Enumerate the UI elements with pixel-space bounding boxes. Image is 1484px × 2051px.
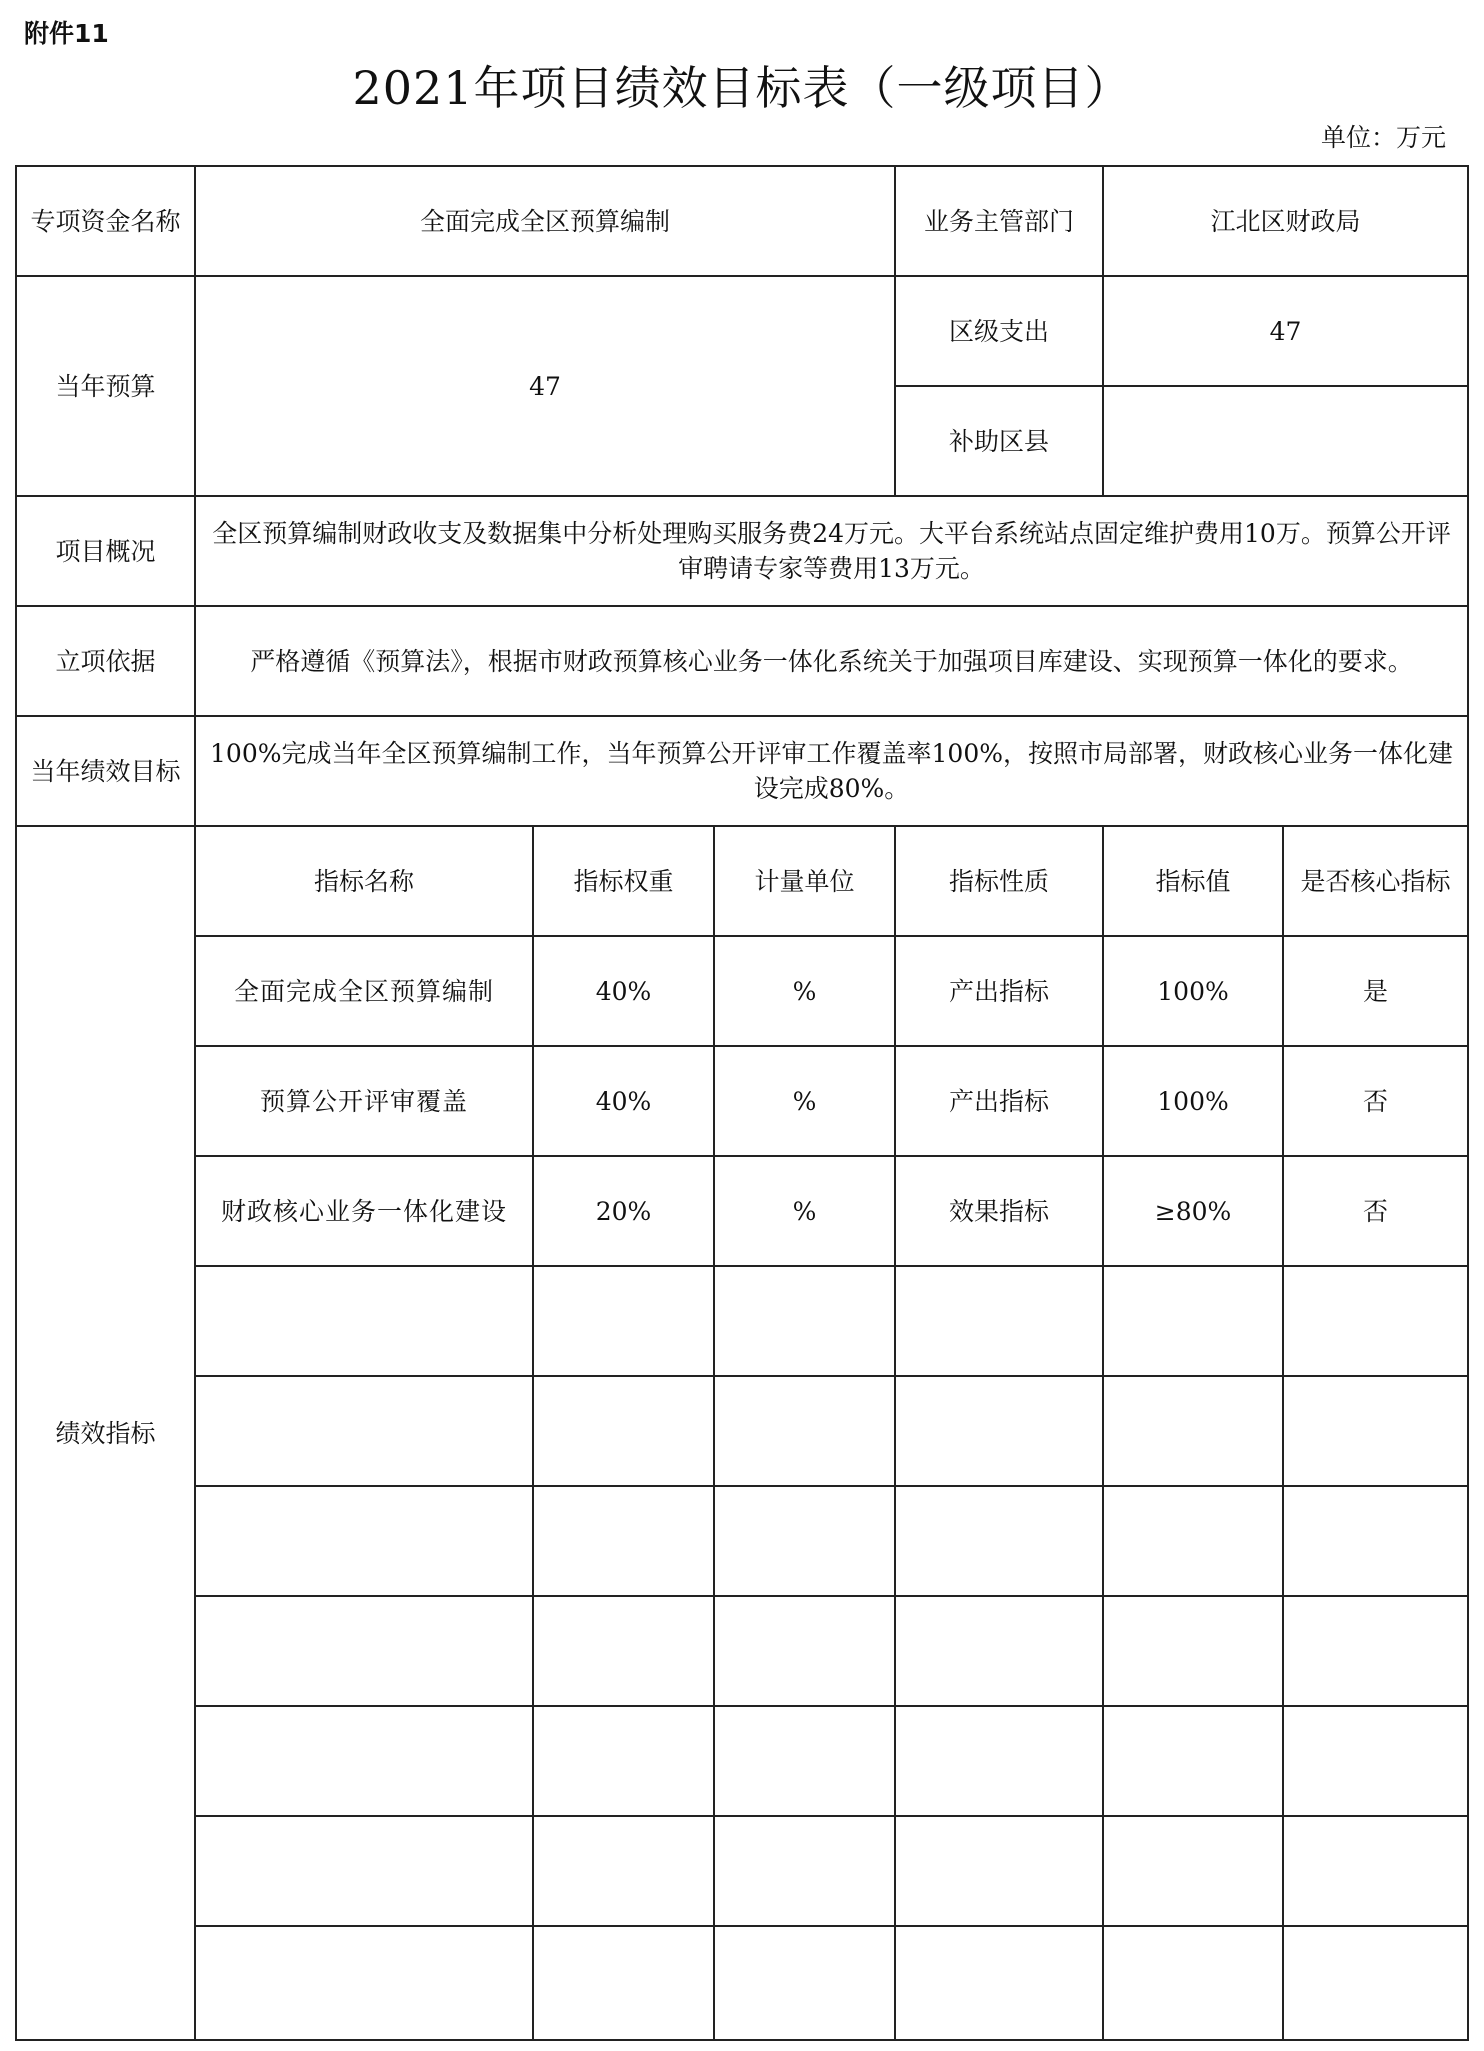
indicator-value: [1103, 1376, 1283, 1486]
table-row: [16, 1156, 1468, 1266]
indicator-value: 100%: [1103, 936, 1283, 1046]
indicator-value: [1103, 1596, 1283, 1706]
table-row: [16, 1376, 1468, 1486]
dept-value: 江北区财政局: [1103, 166, 1468, 276]
indicator-nature: 产出指标: [895, 1046, 1103, 1156]
indicator-core: 否: [1283, 1156, 1468, 1266]
indicator-unit: [714, 1706, 895, 1816]
indicator-core: [1283, 1266, 1468, 1376]
dept-label: 业务主管部门: [895, 166, 1103, 276]
budget-row-1: [16, 276, 1468, 386]
indicator-name: 预算公开评审覆盖: [195, 1046, 533, 1156]
goal-label: 当年绩效目标: [16, 716, 195, 826]
overview-row: [16, 496, 1468, 606]
indicator-value: [1103, 1926, 1283, 2040]
fund-row: [16, 166, 1468, 276]
indicator-value: [1103, 1266, 1283, 1376]
basis-label: 立项依据: [16, 606, 195, 716]
unit-note: 单位：万元: [1320, 123, 1446, 152]
indicator-unit: %: [714, 1156, 895, 1266]
table-row: [16, 1596, 1468, 1706]
indicator-weight: 40%: [533, 936, 714, 1046]
indicator-core: [1283, 1706, 1468, 1816]
indicator-weight: 20%: [533, 1156, 714, 1266]
budget-value: 47: [195, 276, 895, 496]
indicator-weight: [533, 1596, 714, 1706]
overview-value: 全区预算编制财政收支及数据集中分析处理购买服务费24万元。大平台系统站点固定维护费用10万。预算公开评审聘请专家等费用13万元。: [195, 496, 1468, 606]
indicator-weight: [533, 1266, 714, 1376]
table-row: [16, 1816, 1468, 1926]
basis-row: [16, 606, 1468, 716]
indicator-nature: [895, 1706, 1103, 1816]
fund-name-label: 专项资金名称: [16, 166, 195, 276]
indicator-value: [1103, 1486, 1283, 1596]
attachment-label: 附件11: [24, 19, 109, 48]
indicator-value: 100%: [1103, 1046, 1283, 1156]
indicator-weight: [533, 1486, 714, 1596]
header-value: 指标值: [1103, 826, 1283, 936]
indicator-nature: 效果指标: [895, 1156, 1103, 1266]
indicator-core: 否: [1283, 1046, 1468, 1156]
indicator-weight: 40%: [533, 1046, 714, 1156]
indicator-value: ≥80%: [1103, 1156, 1283, 1266]
header-indicator-name: 指标名称: [195, 826, 533, 936]
indicator-weight: [533, 1376, 714, 1486]
indicator-core: [1283, 1596, 1468, 1706]
indicator-nature: [895, 1376, 1103, 1486]
page-title: 2021年项目绩效目标表（一级项目）: [352, 61, 1132, 115]
indicator-unit: [714, 1816, 895, 1926]
indicator-name: [195, 1376, 533, 1486]
header-core: 是否核心指标: [1283, 826, 1468, 936]
indicator-weight: [533, 1816, 714, 1926]
district-expense-label: 区级支出: [895, 276, 1103, 386]
indicator-nature: [895, 1596, 1103, 1706]
indicator-core: [1283, 1816, 1468, 1926]
indicator-nature: [895, 1816, 1103, 1926]
budget-label: 当年预算: [16, 276, 195, 496]
indicator-weight: [533, 1926, 714, 2040]
basis-value: 严格遵循《预算法》，根据市财政预算核心业务一体化系统关于加强项目库建设、实现预算一体化的要求。: [195, 606, 1468, 716]
indicator-weight: [533, 1706, 714, 1816]
fund-name-value: 全面完成全区预算编制: [195, 166, 895, 276]
header-weight: 指标权重: [533, 826, 714, 936]
indicator-core: [1283, 1486, 1468, 1596]
indicator-nature: 产出指标: [895, 936, 1103, 1046]
goal-value: 100%完成当年全区预算编制工作，当年预算公开评审工作覆盖率100%，按照市局部署，财政核心业务一体化建设完成80%。: [195, 716, 1468, 826]
performance-target-table: [15, 165, 1469, 2041]
indicator-unit: [714, 1926, 895, 2040]
indicator-unit: [714, 1486, 895, 1596]
table-row: [16, 1486, 1468, 1596]
indicator-header-row: [16, 826, 1468, 936]
table-row: [16, 1706, 1468, 1816]
indicator-name: [195, 1266, 533, 1376]
indicator-name: [195, 1816, 533, 1926]
indicator-unit: %: [714, 936, 895, 1046]
indicator-name: [195, 1486, 533, 1596]
indicator-name: [195, 1596, 533, 1706]
indicators-label: 绩效指标: [16, 826, 195, 2040]
indicator-nature: [895, 1266, 1103, 1376]
header-nature: 指标性质: [895, 826, 1103, 936]
indicator-core: 是: [1283, 936, 1468, 1046]
indicator-unit: [714, 1266, 895, 1376]
goal-row: [16, 716, 1468, 826]
indicator-name: 财政核心业务一体化建设: [195, 1156, 533, 1266]
header-unit: 计量单位: [714, 826, 895, 936]
indicator-name: [195, 1926, 533, 2040]
indicator-core: [1283, 1926, 1468, 2040]
indicator-nature: [895, 1926, 1103, 2040]
indicator-unit: [714, 1596, 895, 1706]
indicator-value: [1103, 1816, 1283, 1926]
subsidy-label: 补助区县: [895, 386, 1103, 496]
overview-label: 项目概况: [16, 496, 195, 606]
indicator-name: [195, 1706, 533, 1816]
indicator-name: 全面完成全区预算编制: [195, 936, 533, 1046]
indicator-unit: [714, 1376, 895, 1486]
table-row: [16, 1046, 1468, 1156]
subsidy-value: [1103, 386, 1468, 496]
district-expense-value: 47: [1103, 276, 1468, 386]
indicator-core: [1283, 1376, 1468, 1486]
indicator-unit: %: [714, 1046, 895, 1156]
table-row: [16, 936, 1468, 1046]
table-row: [16, 1266, 1468, 1376]
table-row: [16, 1926, 1468, 2040]
indicator-nature: [895, 1486, 1103, 1596]
indicator-value: [1103, 1706, 1283, 1816]
